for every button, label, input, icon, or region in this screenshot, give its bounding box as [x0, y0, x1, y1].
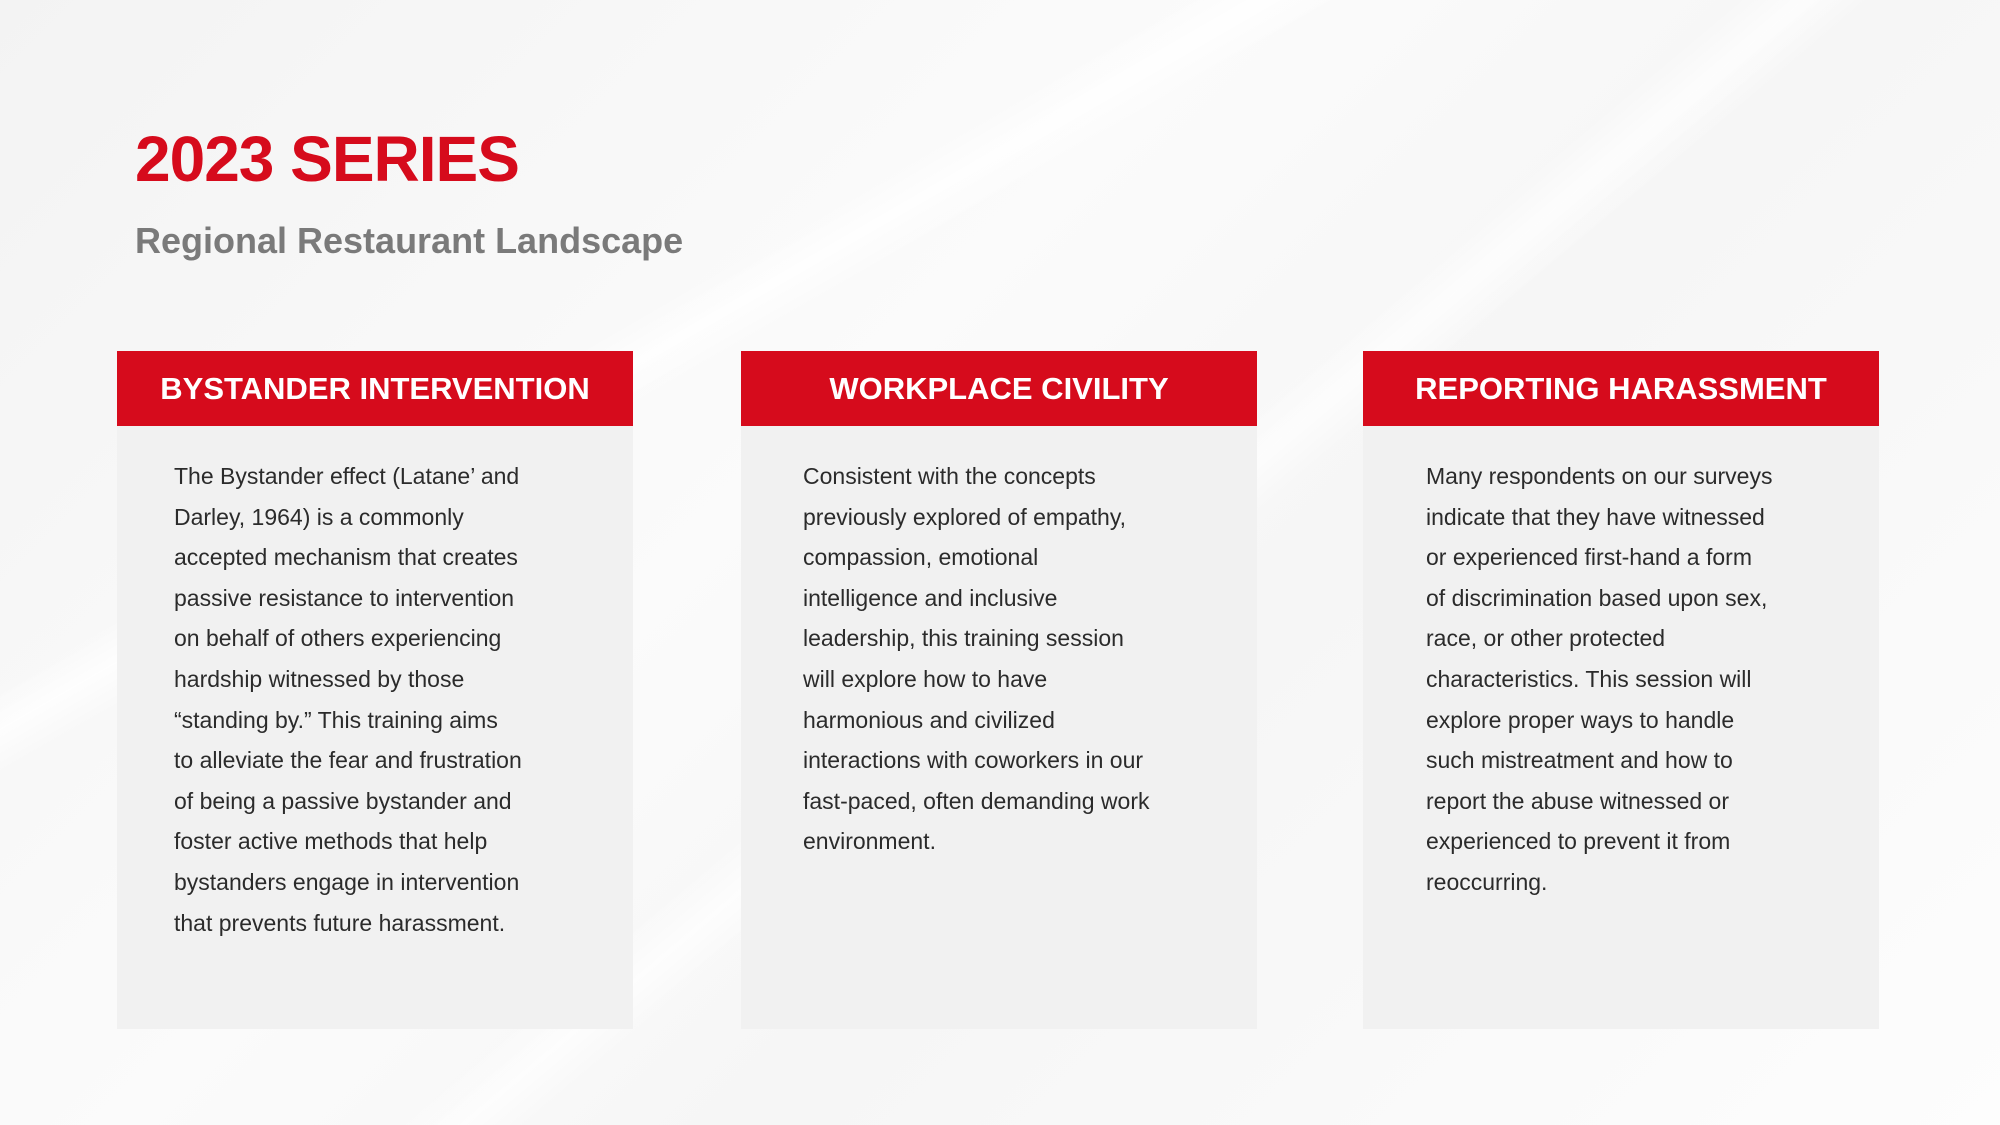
card-workplace-civility — [741, 351, 1257, 1029]
card-text-line: will explore how to have — [803, 665, 1048, 692]
card-text-line: compassion, emotional — [803, 544, 1039, 571]
card-text-line: interactions with coworkers in our — [803, 747, 1144, 774]
card-body — [741, 426, 1257, 862]
page-title: 2023 SERIES — [135, 123, 519, 195]
card-text-line: harmonious and civilized — [803, 706, 1055, 733]
card-text-line: leadership, this training session — [803, 625, 1124, 652]
card-text-line: fast-paced, often demanding work — [803, 787, 1150, 814]
card-text-line: that prevents future harassment. — [174, 909, 506, 936]
card-text-line: to alleviate the fear and frustration — [174, 747, 522, 774]
card-title: BYSTANDER INTERVENTION — [117, 351, 633, 426]
card-text-line: on behalf of others experiencing — [174, 625, 502, 652]
card-text-line: previously explored of empathy, — [803, 503, 1127, 530]
card-text-line: accepted mechanism that creates — [174, 544, 518, 571]
page-subtitle: Regional Restaurant Landscape — [135, 220, 684, 261]
card-text-line: foster active methods that help — [174, 828, 488, 855]
card-body — [1363, 426, 1879, 903]
card-text-line: Many respondents on our surveys — [1426, 463, 1773, 489]
card-text-line: intelligence and inclusive — [803, 584, 1058, 611]
card-text-line: environment. — [803, 828, 936, 855]
card-text-line: such mistreatment and how to — [1426, 747, 1733, 774]
card-text-line: Darley, 1964) is a commonly — [174, 503, 464, 530]
card-text-line: of discrimination based upon sex, — [1426, 584, 1768, 611]
card-text-line: characteristics. This session will — [1426, 665, 1752, 692]
card-text-line: explore proper ways to handle — [1426, 706, 1735, 733]
card-text-line: “standing by.” This training aims — [174, 706, 498, 733]
card-text-line: experienced to prevent it from — [1426, 828, 1731, 855]
card-text-line: indicate that they have witnessed — [1426, 503, 1765, 530]
card-text-line: Consistent with the concepts — [803, 463, 1096, 489]
card-text-line: bystanders engage in intervention — [174, 868, 520, 895]
card-text-line: The Bystander effect (Latane’ and — [174, 463, 520, 489]
card-title: REPORTING HARASSMENT — [1363, 351, 1879, 426]
card-text-line: passive resistance to intervention — [174, 584, 515, 611]
card-bystander-intervention — [117, 351, 633, 1029]
card-text-line: hardship witnessed by those — [174, 665, 465, 692]
card-reporting-harassment — [1363, 351, 1879, 1029]
card-text-line: reoccurring. — [1426, 868, 1548, 895]
card-text-line: report the abuse witnessed or — [1426, 787, 1730, 814]
card-text-line: or experienced first-hand a form — [1426, 544, 1752, 571]
card-text-line: race, or other protected — [1426, 625, 1666, 652]
card-title: WORKPLACE CIVILITY — [741, 351, 1257, 426]
card-body — [117, 426, 633, 943]
card-text-line: of being a passive bystander and — [174, 787, 512, 814]
